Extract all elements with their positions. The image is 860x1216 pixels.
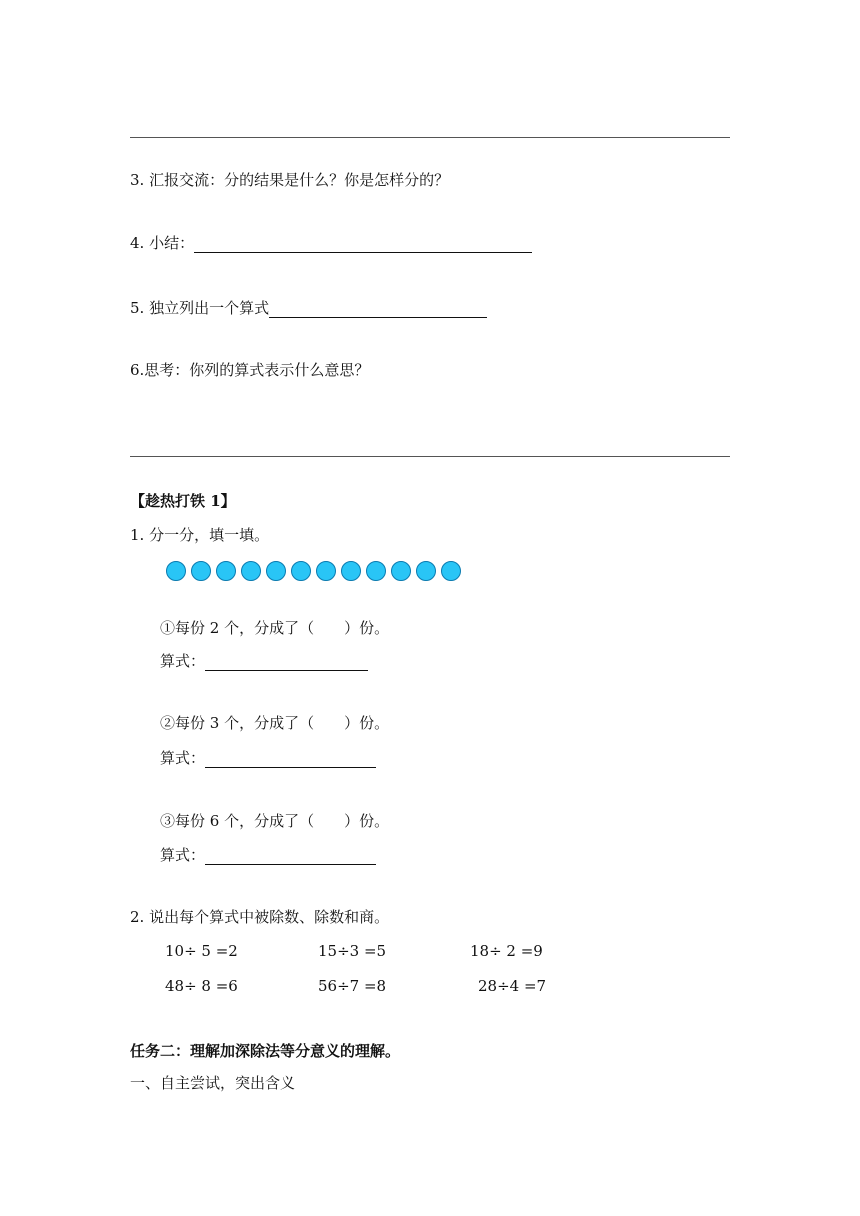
question-number: 3. — [130, 171, 145, 189]
equation: 48÷ 8 =6 — [165, 977, 238, 995]
circle-icon — [416, 561, 436, 581]
formula-label: 算式： — [160, 749, 206, 767]
question-6 — [130, 360, 369, 380]
circle-icon — [391, 561, 411, 581]
formula-blank[interactable] — [205, 653, 368, 671]
circle-icon — [366, 561, 386, 581]
answer-blank[interactable] — [194, 235, 532, 253]
exercise-text: 说出每个算式中被除数、除数和商。 — [149, 908, 390, 926]
circle-icon — [166, 561, 186, 581]
item-2: ②每份 3 个，分成了（ ）份。 — [160, 714, 390, 732]
item-1: ①每份 2 个，分成了（ ）份。 — [160, 619, 390, 637]
circle-icon — [266, 561, 286, 581]
equation: 28÷4 =7 — [478, 977, 547, 995]
equation: 15÷3 =5 — [318, 942, 387, 960]
equation: 10÷ 5 =2 — [165, 942, 238, 960]
equation: 56÷7 =8 — [318, 977, 387, 995]
exercise-number: 1. — [130, 526, 145, 544]
item-3: ③每份 6 个，分成了（ ）份。 — [160, 812, 390, 830]
question-text: 6.思考：你列的算式表示什么意思？ — [130, 361, 370, 379]
task-title: 任务二：理解加深除法等分意义的理解。 — [130, 1042, 401, 1060]
formula-1 — [160, 651, 368, 671]
divider-top — [130, 137, 730, 138]
section-title: 【趁热打铁 1】 — [130, 492, 236, 510]
divider-bottom — [130, 456, 730, 457]
circle-icon — [441, 561, 461, 581]
circle-icon — [291, 561, 311, 581]
question-3 — [130, 170, 449, 190]
formula-blank[interactable] — [205, 847, 376, 865]
question-text: 独立列出一个算式 — [149, 299, 270, 317]
circle-icon — [216, 561, 236, 581]
formula-3 — [160, 845, 376, 865]
question-5 — [130, 298, 487, 318]
exercise-text: 分一分，填一填。 — [149, 526, 270, 544]
question-text: 汇报交流：分的结果是什么？你是怎样分的？ — [149, 171, 450, 189]
circle-icon — [191, 561, 211, 581]
part-title: 一、自主尝试，突出含义 — [130, 1074, 296, 1092]
question-text: 小结： — [149, 234, 195, 252]
circle-icon — [316, 561, 336, 581]
exercise-number: 2. — [130, 908, 145, 926]
exercise-2 — [130, 907, 389, 927]
formula-label: 算式： — [160, 652, 206, 670]
formula-blank[interactable] — [205, 750, 376, 768]
formula-label: 算式： — [160, 846, 206, 864]
formula-2 — [160, 748, 376, 768]
circle-icon — [241, 561, 261, 581]
question-4 — [130, 233, 532, 253]
exercise-1 — [130, 525, 269, 545]
question-number: 4. — [130, 234, 145, 252]
answer-blank[interactable] — [269, 300, 487, 318]
equation: 18÷ 2 =9 — [470, 942, 543, 960]
question-number: 5. — [130, 299, 145, 317]
circle-row — [166, 561, 461, 581]
circle-icon — [341, 561, 361, 581]
